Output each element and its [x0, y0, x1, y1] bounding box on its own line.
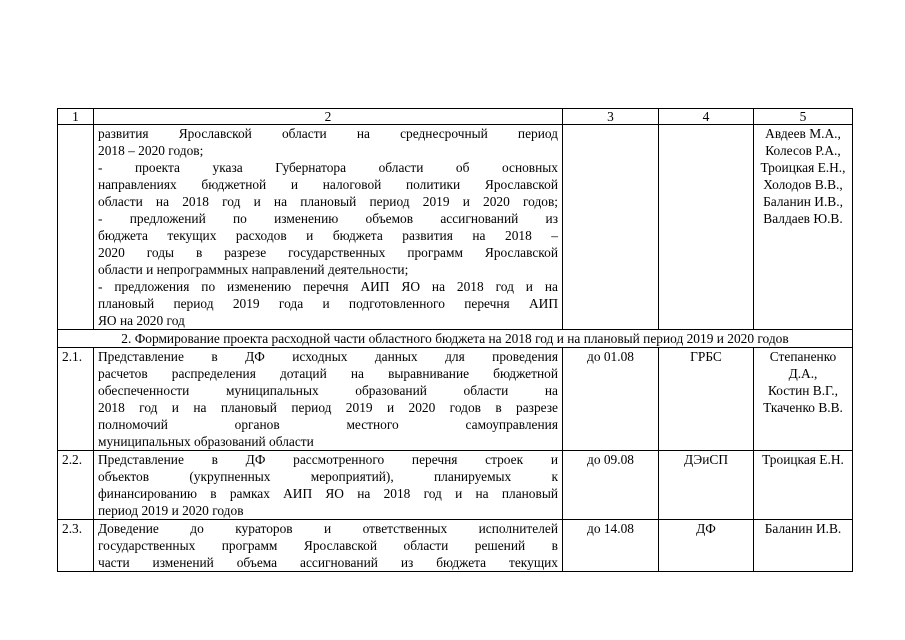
plan-table — [57, 108, 853, 572]
row-number: 2.2. — [58, 451, 94, 520]
task-line: финансированию в рамках АИП ЯО на 2018 год и на плановый — [98, 486, 558, 501]
table-row — [58, 520, 853, 572]
responsible-name: Троицкая Е.Н. — [762, 452, 844, 467]
task-line: расчетов распределения дотаций на выравнивание бюджетной — [98, 366, 558, 381]
responsible-name: Валдаев Ю.В. — [763, 211, 843, 226]
task-line: 2018 – 2020 годов; — [98, 143, 204, 158]
responsible-name: Троицкая Е.Н., — [760, 160, 846, 175]
responsible-name: Баланин И.В., — [763, 194, 843, 209]
deadline-cell: до 09.08 — [563, 451, 659, 520]
section-row — [58, 330, 853, 348]
responsible-name: Степаненко Д.А., — [769, 349, 837, 381]
responsible-name: Баланин И.В. — [764, 521, 842, 536]
task-line: развития Ярославской области на среднесрочный период — [98, 126, 558, 141]
task-line: плановый период 2019 года и подготовленного перечня АИП — [98, 296, 558, 311]
task-line: Доведение до кураторов и ответственных исполнителей — [98, 521, 558, 536]
task-line: Представление в ДФ рассмотренного перечня строек и — [98, 452, 558, 467]
task-line: 2018 год и на плановый период 2019 и 2020 годов в разрезе — [98, 400, 558, 415]
task-description — [94, 125, 563, 330]
table-header-row — [58, 109, 853, 125]
executor-cell: ДФ — [659, 520, 754, 572]
header-cell-1: 1 — [58, 109, 94, 125]
task-line: - предложений по изменению объемов ассигнований из — [98, 211, 558, 226]
task-line: объектов (укрупненных мероприятий), планируемых к — [98, 469, 558, 484]
task-line: государственных программ Ярославской области решений в — [98, 538, 558, 553]
task-line: обеспеченности муниципальных образований области на — [98, 383, 558, 398]
responsible-name: Колесов Р.А., — [765, 143, 841, 158]
task-line: бюджета текущих расходов и бюджета развития на 2018 – — [98, 228, 558, 243]
task-description — [94, 348, 563, 451]
task-line: части изменений объема ассигнований из бюджета текущих — [98, 555, 558, 570]
header-cell-2: 2 — [94, 109, 563, 125]
header-cell-5: 5 — [754, 109, 853, 125]
task-line: 2020 годы в разрезе государственных программ Ярославской — [98, 245, 558, 260]
row-number: 2.1. — [58, 348, 94, 451]
responsible-name: Холодов В.В., — [763, 177, 843, 192]
responsible-name: Ткаченко В.В. — [763, 400, 843, 415]
executor-cell: ГРБС — [659, 348, 754, 451]
deadline-cell: до 01.08 — [563, 348, 659, 451]
task-description — [94, 451, 563, 520]
executor-cell: ДЭиСП — [659, 451, 754, 520]
task-line: Представление в ДФ исходных данных для проведения — [98, 349, 558, 364]
table-row — [58, 451, 853, 520]
header-cell-3: 3 — [563, 109, 659, 125]
row-number: 2.3. — [58, 520, 94, 572]
task-line: полномочий органов местного самоуправления — [98, 417, 558, 432]
task-line: области и непрограммных направлений деятельности; — [98, 262, 409, 277]
responsible-cell — [754, 125, 853, 330]
section-title: 2. Формирование проекта расходной части областного бюджета на 2018 год и на плановый период 2019 и 2020 годов — [58, 330, 853, 348]
table-row-continued — [58, 125, 853, 330]
responsible-cell — [754, 451, 853, 520]
task-line: области на 2018 год и на плановый период 2019 и 2020 годов; — [98, 194, 558, 209]
task-line: ЯО на 2020 год — [98, 313, 185, 328]
responsible-cell — [754, 348, 853, 451]
task-description — [94, 520, 563, 572]
table-row — [58, 348, 853, 451]
responsible-name: Авдеев М.А., — [765, 126, 841, 141]
row-number — [58, 125, 94, 330]
deadline-cell — [563, 125, 659, 330]
responsible-cell — [754, 520, 853, 572]
task-line: муниципальных образований области — [98, 434, 314, 449]
responsible-name: Костин В.Г., — [768, 383, 838, 398]
task-line: направлениях бюджетной и налоговой политики Ярославской — [98, 177, 558, 192]
task-line: - предложения по изменению перечня АИП ЯО на 2018 год и на — [98, 279, 558, 294]
deadline-cell: до 14.08 — [563, 520, 659, 572]
executor-cell — [659, 125, 754, 330]
header-cell-4: 4 — [659, 109, 754, 125]
task-line: - проекта указа Губернатора области об основных — [98, 160, 558, 175]
task-line: период 2019 и 2020 годов — [98, 503, 244, 518]
